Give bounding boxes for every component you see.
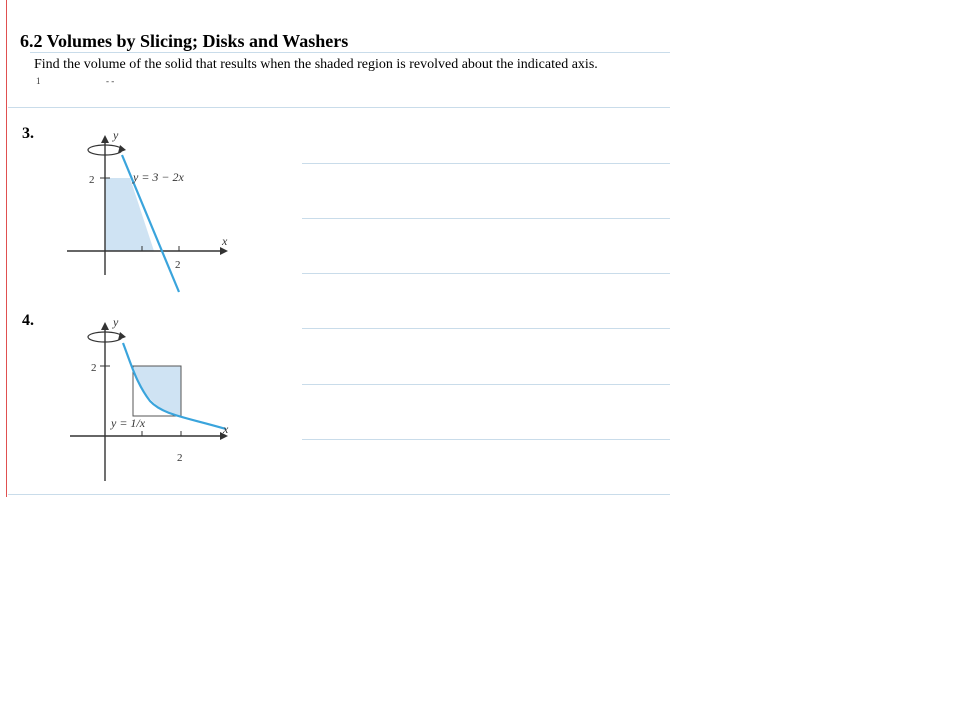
problem-4-graph xyxy=(60,313,260,488)
y-axis-label: y xyxy=(113,315,119,329)
ruled-line xyxy=(302,218,670,219)
x-axis-label: x xyxy=(223,422,229,436)
ruled-line xyxy=(302,163,670,164)
shaded-region xyxy=(133,366,181,416)
rotation-arrowhead xyxy=(118,332,126,340)
x-axis-label: x xyxy=(222,234,228,248)
y-axis-label: y xyxy=(113,128,119,142)
problem-number: 3. xyxy=(22,125,34,142)
problem-3-graph xyxy=(60,125,260,300)
ruled-line xyxy=(302,328,670,329)
y-axis-arrow xyxy=(101,322,109,330)
stray-mark-right: - - xyxy=(106,76,115,86)
instructions-text: Find the volume of the solid that results when the shaded region is revolved about the indicated axis. xyxy=(34,57,598,72)
red-margin-line xyxy=(6,0,7,497)
curve-label: y = 1/x xyxy=(111,416,146,430)
x-tick-label: 2 xyxy=(175,259,181,271)
section-title: 6.2 Volumes by Slicing; Disks and Washers xyxy=(20,31,349,51)
ruled-line xyxy=(302,439,670,440)
ruled-line xyxy=(30,52,670,53)
problem-number: 4. xyxy=(22,312,34,329)
x-axis-arrow xyxy=(220,247,228,255)
rotation-arrowhead xyxy=(118,145,126,153)
y-tick-label: 2 xyxy=(91,362,97,374)
ruled-line xyxy=(8,107,670,108)
x-tick-label: 2 xyxy=(177,452,183,464)
curve-label: y = 3 − 2x xyxy=(133,170,184,184)
ruled-line xyxy=(302,273,670,274)
ruled-line xyxy=(8,494,670,495)
y-axis-arrow xyxy=(101,135,109,143)
ruled-line xyxy=(302,384,670,385)
y-tick-label: 2 xyxy=(89,174,95,186)
stray-mark-left: 1 xyxy=(36,76,41,86)
